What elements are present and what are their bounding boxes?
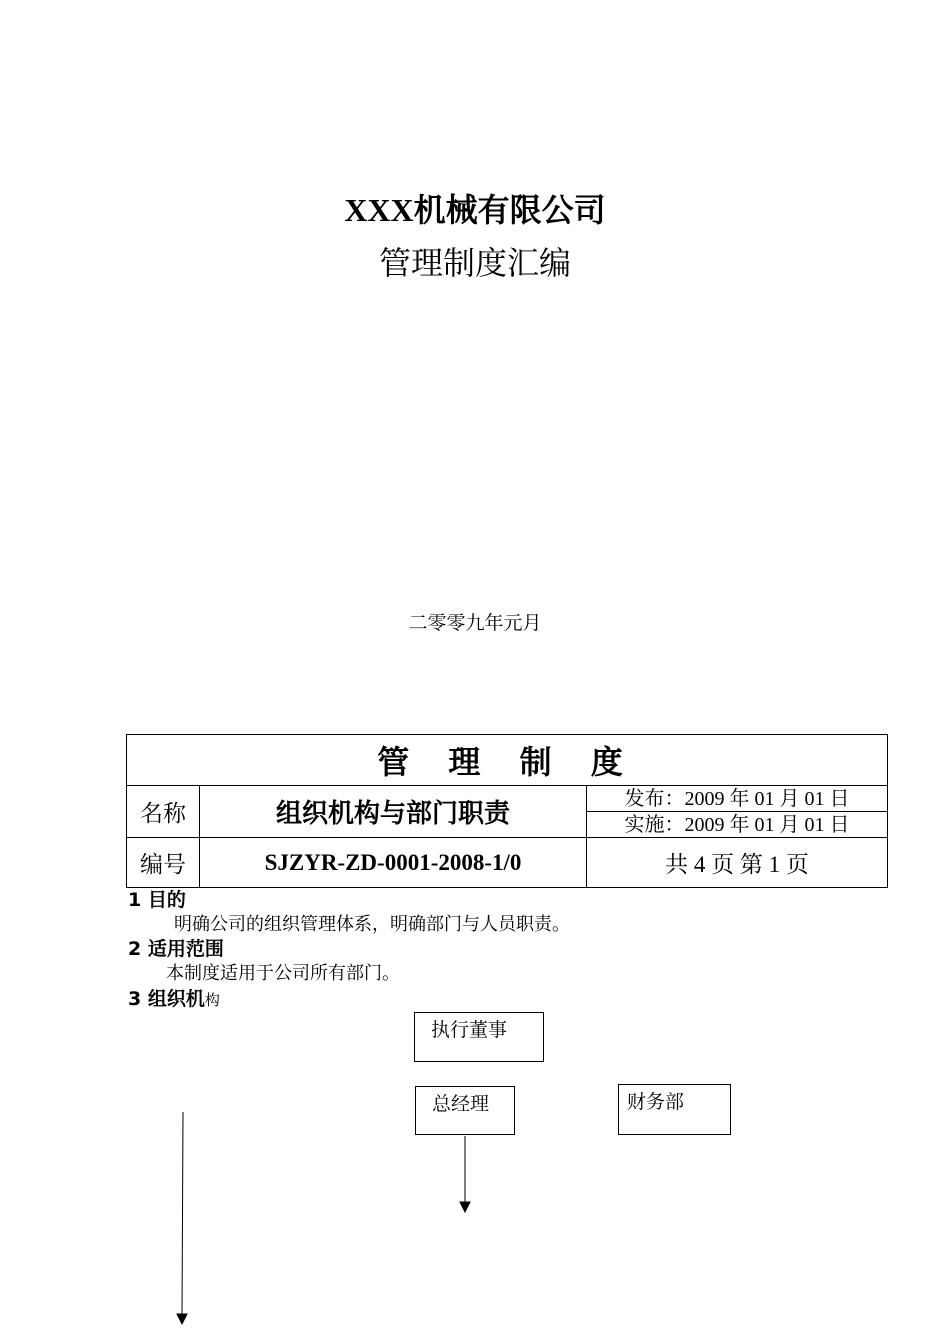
arrow-left-trunk [177,1112,187,1324]
company-title-cn: 机械有限公司 [413,191,606,229]
section-org-heading-tail: 构 [204,991,220,1009]
issue-date: 发布：2009 年 01 月 01 日 [587,786,888,812]
effective-date: 实施：2009 年 01 月 01 日 [587,812,888,838]
company-title-latin: XXX [344,192,414,228]
section-purpose-heading: 1 目的 [128,889,186,911]
section-scope-heading: 2 适用范围 [128,938,224,960]
org-node-general-manager: 总经理 [415,1086,515,1135]
section-scope-body: 本制度适用于公司所有部门。 [166,963,400,984]
document-subtitle: 管理制度汇编 [378,244,571,282]
document-code: SJZYR-ZD-0001-2008-1/0 [200,838,587,888]
section-purpose-body: 明确公司的组织管理体系，明确部门与人员职责。 [174,914,570,935]
table-heading: 管 理 制 度 [127,735,888,786]
code-label: 编号 [127,838,200,888]
cover-date: 二零零九年元月 [408,612,542,634]
section-org-heading-main: 3 组织机 [128,988,205,1010]
org-node-finance-dept: 财务部 [618,1084,731,1135]
arrow-from-general-manager [460,1136,470,1212]
name-label: 名称 [127,786,200,838]
page-info: 共 4 页 第 1 页 [587,838,888,888]
org-node-executive-director: 执行董事 [414,1012,544,1062]
regulation-name: 组织机构与部门职责 [200,786,587,838]
